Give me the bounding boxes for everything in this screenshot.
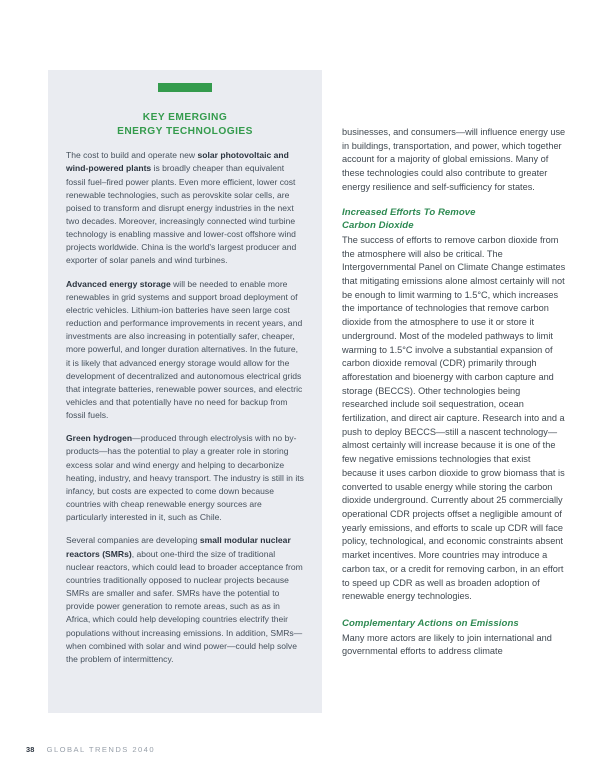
callout-title-line-2: ENERGY TECHNOLOGIES bbox=[117, 125, 253, 137]
subheading-complementary-actions-on-emissions bbox=[342, 617, 566, 631]
callout-paragraph-solar-wind bbox=[66, 149, 304, 267]
emphasis-term: Green hydrogen bbox=[66, 433, 133, 444]
body-text-run: —produced through electrolysis with no by-products—has the potential to play a greater role in storing excess solar and wind energy and helping to decarbonize heating, industry, and heavy transport. The industry is still in its infancy, but costs are expected to come down because countries with cheap renewable energy sources are particularly interested in it, such as Chile. bbox=[66, 433, 304, 523]
subheading-line-1: Increased Efforts To Remove bbox=[342, 206, 476, 218]
callout-paragraph-energy-storage bbox=[66, 278, 304, 423]
subheading-line-2: Carbon Dioxide bbox=[342, 220, 414, 232]
callout-paragraph-green-hydrogen bbox=[66, 432, 304, 524]
key-emerging-energy-technologies-callout bbox=[48, 70, 322, 713]
page-footer bbox=[26, 745, 155, 754]
paragraph-carbon-dioxide-removal: The success of efforts to remove carbon dioxide from the atmosphere will also be critical. The Intergovernmental Panel on Climate Change estimates that mitigating emissions alone almost certainly will not be enough to limit warming to 1.5°C, which increases the importance of technologies that remove carbon dioxide from the atmosphere to use it or store it underground. Most of the modeled pathways to limit warming to 1.5°C involve a substantial expansion of carbon dioxide removal (CDR) primarily through afforestation and bioenergy with carbon capture and storage (BECCS). Other technologies being researched include soil sequestration, ocean fertilization, and direct air capture. Research into and a push to deploy BECCS—still a nascent technology—almost certainly will increase because it is one of the few negative emissions technologies that exist because it uses carbon dioxide to grow biomass that is converted to usable energy while storing the carbon dioxide underground. Currently about 25 commercially operational CDR projects offset a negligible amount of yearly emissions, and efforts to scale up CDR will face policy, technological, and economic constraints absent market incentives. More countries may introduce a carbon tax, or a credit for removing carbon, in an effort to speed up CDR as well as broaden adoption of renewable energy technologies. bbox=[342, 234, 566, 602]
green-rule-divider-icon bbox=[158, 83, 212, 92]
body-text-run: Several companies are developing bbox=[66, 535, 200, 546]
subheading-increased-efforts-to-remove-carbon-dioxide bbox=[342, 206, 566, 233]
callout-title bbox=[66, 111, 304, 138]
running-title: GLOBAL TRENDS 2040 bbox=[46, 745, 156, 754]
body-text-run: will be needed to enable more renewables in grid systems and support broad deployment of electric vehicles. Lithium-ion batteries have seen large cost reduction and performance improvements in recent years, and investments are also increasing in potentially safer, cheaper, more powerful, and longer duration alternatives. In the future, it is likely that advanced energy storage would allow for the development of decentralized and autonomous electrical grids that integrate batteries, renewable power sources, and electric vehicles and that potentially have no need for backup from fossil fuels. bbox=[66, 278, 303, 421]
body-text-run: , about one-third the size of traditional nuclear reactors, which could lead to broader acceptance from countries traditionally opposed to nuclear projects because SMRs are smaller and safer. SMRs have the potential to provide power generation to remote areas, such as as in Africa, which could help developing countries electrify their populations without increasing emissions. In addition, SMRs—when combined with solar and wind power—could help solve the problem of intermittency. bbox=[66, 548, 303, 664]
emphasis-term: solar photovoltaic and wind-powered plants bbox=[66, 150, 289, 174]
paragraph-continued-energy-use: businesses, and consumers—will influence energy use in buildings, transportation, and power, which together account for a majority of global emissions. Many of these technologies could also contribute to greater energy resilience and self-sufficiency for states. bbox=[342, 127, 566, 192]
page-number: 38 bbox=[26, 745, 35, 754]
callout-paragraph-smr bbox=[66, 534, 304, 666]
subheading-complementary-line-1: Complementary Actions on Emissions bbox=[342, 617, 519, 629]
emphasis-term: Advanced energy storage bbox=[66, 278, 171, 289]
emphasis-term: small modular nuclear reactors (SMRs) bbox=[66, 535, 291, 559]
body-text-run: The cost to build and operate new bbox=[66, 150, 198, 161]
body-text-run: is broadly cheaper than equivalent fossil fuel–fired power plants. Even more efficient, lower cost renewable technologies, such as perovskite solar cells, are poised to transform and disrupt energy industries in the next two decades. Moreover, increasingly connected wind turbine technology is enabling massive and lower-cost offshore wind projects worldwide. China is the world's largest producer and exporter of solar panels and wind turbines. bbox=[66, 163, 297, 266]
main-text-column bbox=[342, 126, 566, 659]
callout-title-line-1: KEY EMERGING bbox=[142, 112, 228, 123]
paragraph-complementary-actions: Many more actors are likely to join international and governmental efforts to address climate bbox=[342, 632, 552, 657]
callout-body bbox=[66, 149, 304, 666]
